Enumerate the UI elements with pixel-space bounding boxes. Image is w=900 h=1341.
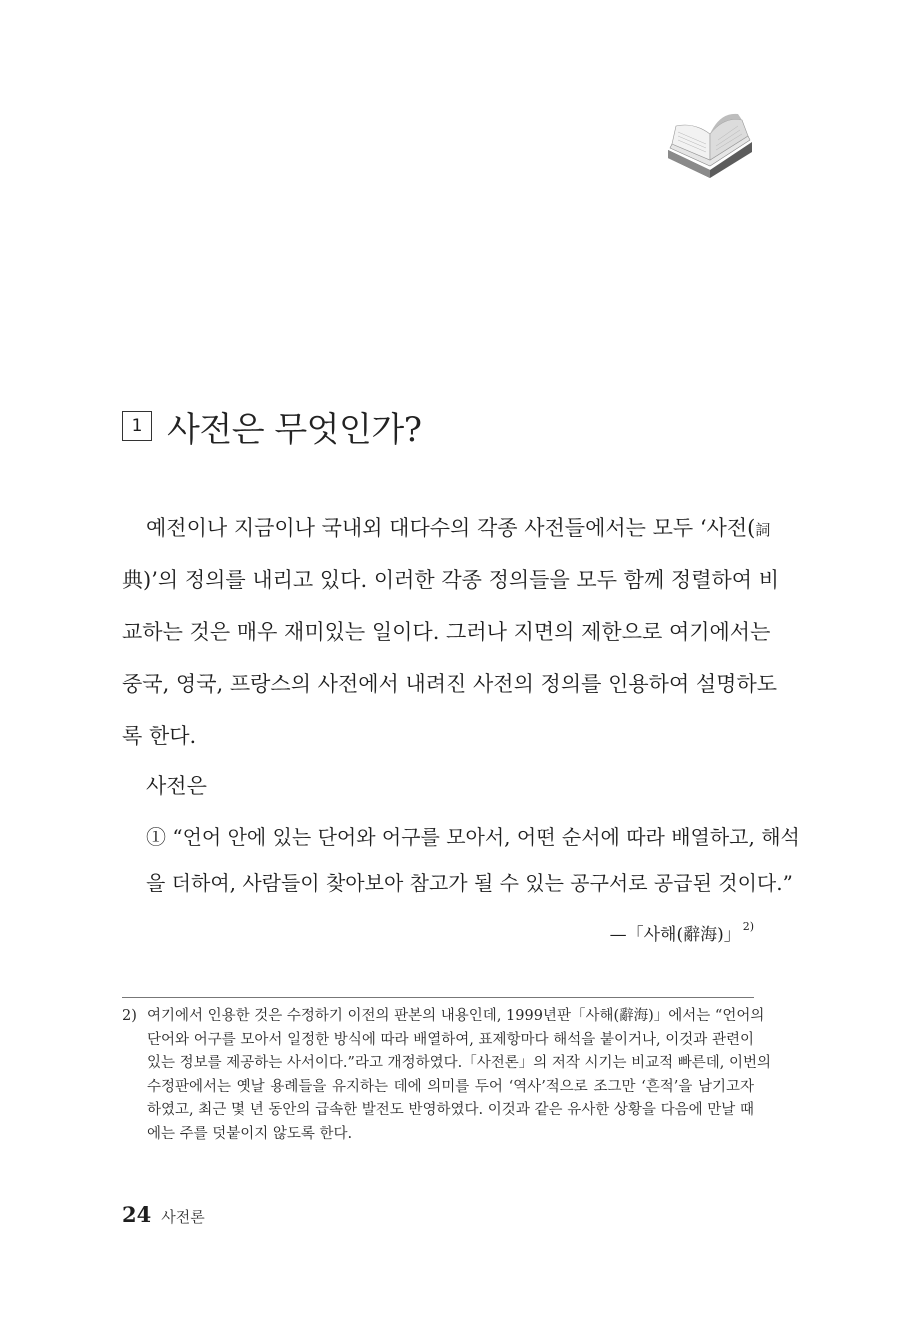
body-line: 중국, 영국, 프랑스의 사전에서 내려진 사전의 정의를 인용하여 설명하도 (122, 672, 778, 696)
body-line: 교하는 것은 매우 재미있는 일이다. 그러나 지면의 제한으로 여기에서는 (122, 620, 771, 644)
footnote-rule (122, 997, 754, 998)
body-line: 록 한다. (122, 724, 197, 748)
footnote (122, 1005, 771, 1146)
footnote-line: 2) 여기에서 인용한 것은 수정하기 이전의 판본의 내용인데, 1999년판「사해(辭海)」에서는 “언어의 (122, 1005, 754, 1029)
body-cjk-gloss: 詞 (755, 521, 771, 539)
footnote-line: 있는 정보를 제공하는 사서이다.”라고 개정하였다.「사전론」의 저작 시기는 비교적 빠른데, 이번의 (147, 1055, 771, 1071)
running-title: 사전론 (161, 1208, 205, 1226)
open-book-icon (664, 112, 756, 178)
body-line: 예전이나 지금이나 국내외 대다수의 각종 사전들에서는 모두 ‘사전(詞 (146, 516, 771, 540)
body-line: 典)’의 정의를 내리고 있다. 이러한 각종 정의들을 모두 함께 정렬하여 비 (122, 568, 780, 592)
body-paragraph (122, 502, 780, 762)
quote-source: —「사해(辭海)」 $^{2)}$ (609, 920, 754, 945)
page-number: 24 (122, 1202, 152, 1227)
footnote-line: 단어와 어구를 모아서 일정한 방식에 따라 배열하여, 표제항마다 해석을 붙이거나, 이것과 관련이 (147, 1031, 754, 1048)
footnote-line: 에는 주를 덧붙이지 않도록 한다. (147, 1125, 353, 1142)
quote-line: ① “언어 안에 있는 단어와 어구를 모아서, 어떤 순서에 따라 배열하고, 해석 (146, 825, 800, 849)
section-number: 1 (122, 411, 152, 441)
section-title: 사전은 무엇인가? (167, 409, 422, 450)
footnote-line: 수정판에서는 옛날 용례들을 유지하는 데에 의미를 두어 ‘역사’적으로 조그만 ‘흔적’을 남기고자 (147, 1078, 754, 1095)
page-footer (122, 1202, 205, 1227)
footnote-ref[interactable]: 2) (742, 920, 754, 933)
quote-line: 을 더하여, 사람들이 찾아보아 참고가 될 수 있는 공구서로 공급된 것이다.” (146, 871, 793, 895)
quote-intro: 사전은 (146, 774, 207, 798)
section-heading (122, 402, 421, 450)
definition-quote (146, 768, 800, 945)
footnote-line: 하였고, 최근 몇 년 동안의 급속한 발전도 반영하였다. 이것과 같은 유사한 상황을 다음에 만날 때 (147, 1102, 754, 1118)
footnote-marker: 2) (122, 1008, 137, 1024)
